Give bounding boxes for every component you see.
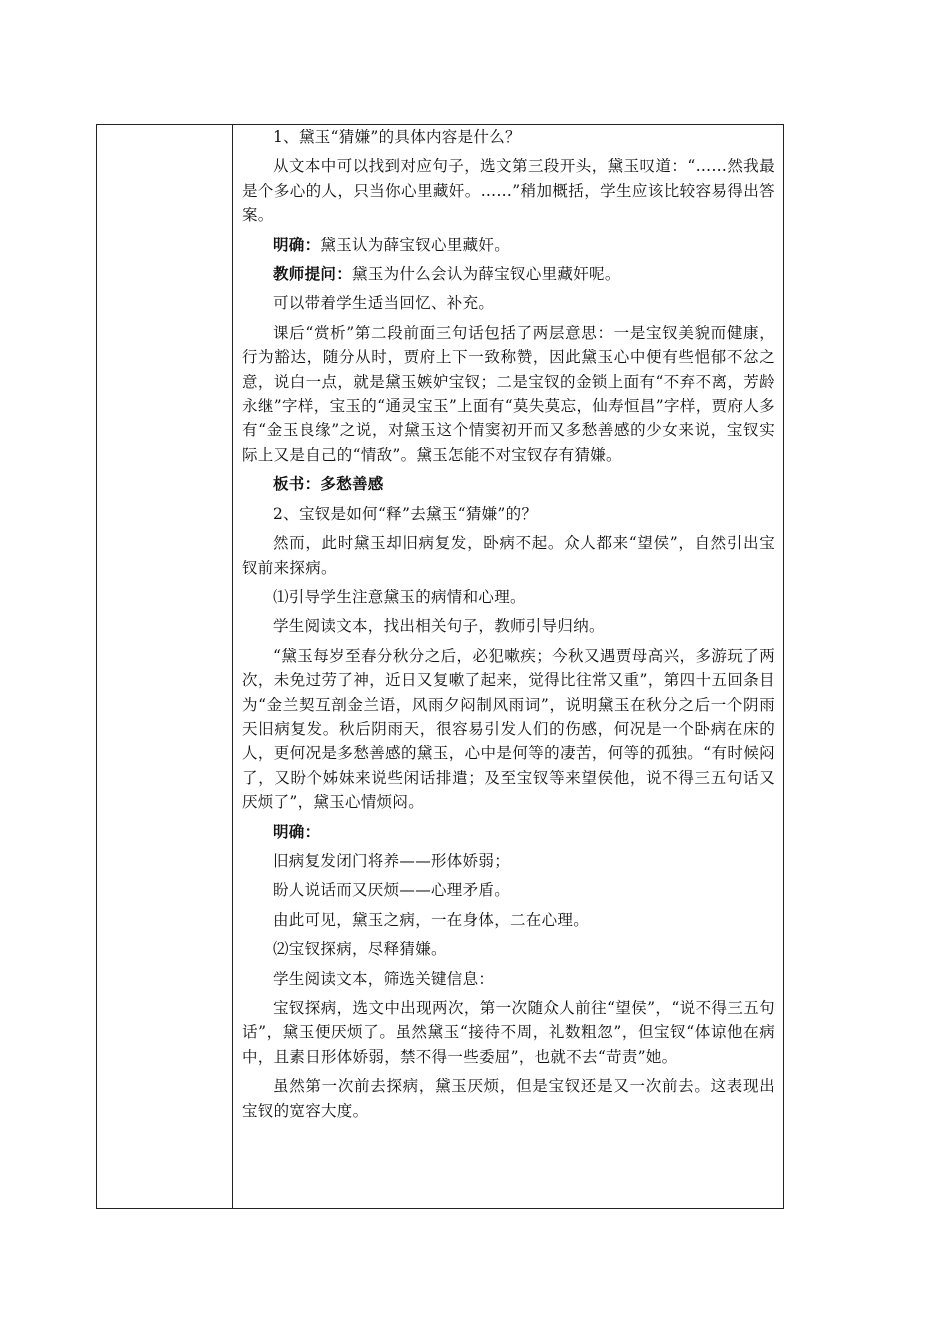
clarification-heading: 明确： <box>273 821 321 841</box>
paragraph: 宝钗探病，选文中出现两次，第一次随众人前往“望侯”，“说不得三五句话”，黛玉便厌烦了。虽然黛玉“接待不周，礼数粗忽”，但宝钗“体谅他在病中，且素日形体娇弱，禁不得一些委屈”，也就不去“苛责”她。 <box>242 999 775 1066</box>
table-content-column <box>234 125 783 1208</box>
question-2: 2、宝钗是如何“释”去黛玉“猜嫌”的？ <box>273 504 538 523</box>
teacher-question-text: 黛玉为什么会认为薛宝钗心里藏奸呢。 <box>352 265 621 284</box>
sub-point-1: ⑴引导学生注意黛玉的病情和心理。 <box>273 587 526 606</box>
paragraph: 旧病复发闭门将养——形体娇弱； <box>273 851 511 870</box>
paragraph: 盼人说话而又厌烦——心理矛盾。 <box>273 881 511 900</box>
paragraph: 从文本中可以找到对应句子，选文第三段开头，黛玉叹道：“……然我最是个多心的人，只当你心里藏奸。……”稍加概括，学生应该比较容易得出答案。 <box>242 157 775 225</box>
paragraph: 学生阅读文本，找出相关句子，教师引导归纳。 <box>273 617 605 636</box>
paragraph: 然而，此时黛玉却旧病复发，卧病不起。众人都来“望侯”，自然引出宝钗前来探病。 <box>242 534 775 577</box>
board-note: 板书：多愁善感 <box>273 474 384 494</box>
table-left-column <box>97 125 233 1208</box>
label: 教师提问： <box>273 264 353 284</box>
paragraph: 学生阅读文本，筛选关键信息： <box>273 969 495 988</box>
clarification-text: 黛玉认为薛宝钗心里藏奸。 <box>320 235 511 254</box>
teacher-question <box>242 262 775 286</box>
question-1: 1、黛玉“猜嫌”的具体内容是什么？ <box>273 128 521 146</box>
label: 明确： <box>273 234 321 254</box>
paragraph: 由此可见，黛玉之病，一在身体，二在心理。 <box>273 910 590 929</box>
paragraph: 虽然第一次前去探病，黛玉厌烦，但是宝钗还是又一次前去。这表现出宝钗的宽容大度。 <box>242 1077 775 1120</box>
sub-point-2: ⑵宝钗探病，尽释猜嫌。 <box>273 940 447 959</box>
clarification <box>242 233 775 257</box>
lesson-table <box>96 124 784 1209</box>
paragraph: “黛玉每岁至春分秋分之后，必犯嗽疾；今秋又遇贾母高兴，多游玩了两次，未免过劳了神，近日又复嗽了起来，觉得比往常又重”，第四十五回条目为“金兰契互剖金兰语，风雨夕闷制风雨词”，说明黛玉在秋分之后一个阴雨天旧病复发。秋后阴雨天，很容易引发人们的伤感，何况是一个卧病在床的人，更何况是多愁善感的黛玉，心中是何等的凄苦，何等的孤独。“有时候闷了，又盼个姊妹来说些闲话排遣；及至宝钗等来望侯他，说不得三五句话又厌烦了”，黛玉心情烦闷。 <box>242 646 775 812</box>
paragraph: 可以带着学生适当回忆、补充。 <box>273 294 495 313</box>
paragraph: 课后“赏析”第二段前面三句话包括了两层意思：一是宝钗美貌而健康，行为豁达，随分从时，贾府上下一致称赞，因此黛玉心中便有些悒郁不忿之意，说白一点，就是黛玉嫉妒宝钗；二是宝钗的金锁上面有“不弃不离，芳龄永继”字样，宝玉的“通灵宝玉”上面有“莫失莫忘，仙寿恒昌”字样，贾府人多有“金玉良缘”之说，对黛玉这个情窦初开而又多愁善感的少女来说，宝钗实际上又是自己的“情敌”。黛玉怎能不对宝钗存有猜嫌。 <box>242 323 775 464</box>
